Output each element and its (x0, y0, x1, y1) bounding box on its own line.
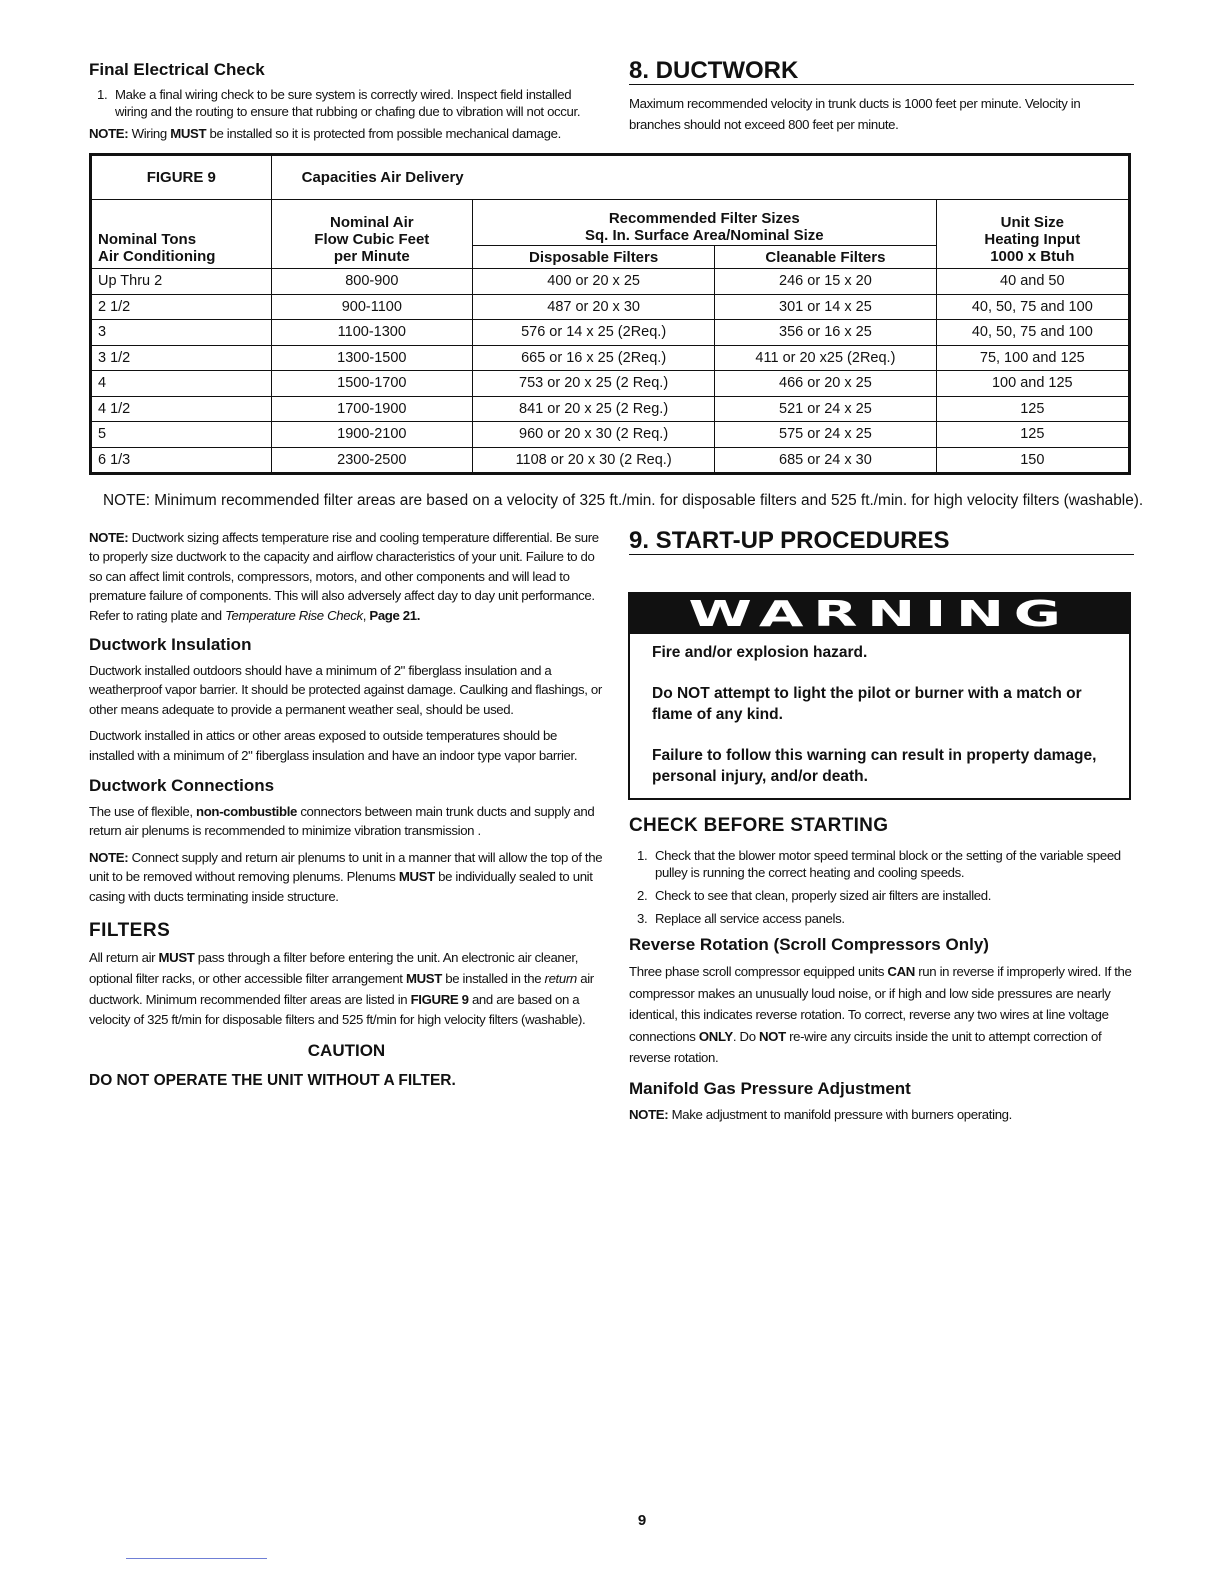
footer-rule (126, 1558, 267, 1559)
manifold-gas-title: Manifold Gas Pressure Adjustment (629, 1078, 911, 1098)
cell-disposable: 841 or 20 x 25 (2 Reg.) (472, 396, 714, 422)
cell-cleanable: 356 or 16 x 25 (715, 320, 936, 346)
table-row (92, 294, 1129, 320)
figure-caption: Capacities Air Delivery (271, 156, 1128, 200)
cell-cleanable: 575 or 24 x 25 (715, 422, 936, 448)
table-row (92, 396, 1129, 422)
cell-flow: 800-900 (271, 269, 472, 295)
warning-line-2: Do NOT attempt to light the pilot or burner with a match or flame of any kind. (652, 685, 1082, 723)
header-nominal-tons: Nominal Tons Air Conditioning (92, 200, 272, 269)
cell-cleanable: 411 or 20 x25 (2Req.) (715, 345, 936, 371)
warning-banner (630, 594, 1129, 634)
header-disposable: Disposable Filters (472, 246, 714, 269)
ductwork-heading: 8. DUCTWORK (629, 58, 1134, 85)
warning-title: WARNING (688, 593, 1071, 635)
cell-unit-size: 100 and 125 (936, 371, 1128, 397)
cell-tons: 2 1/2 (92, 294, 272, 320)
page-number: 9 (637, 1512, 647, 1529)
ductwork-notes-column (89, 528, 604, 1090)
figure-9-table (89, 153, 1131, 475)
table-row (92, 320, 1129, 346)
reverse-rotation-title: Reverse Rotation (Scroll Compressors Only) (629, 935, 989, 954)
ductwork-connections-title: Ductwork Connections (89, 776, 275, 796)
header-cleanable: Cleanable Filters (715, 246, 936, 269)
cell-flow: 1700-1900 (271, 396, 472, 422)
insulation-paragraph-1: Ductwork installed outdoors should have a minimum of 2" fiberglass insulation and a weatherproof vapor barrier. It should be protected against damage. Caulking and flashings, or other means adequate to provide a permanent weather seal, should be used. (89, 663, 602, 717)
cell-flow: 1100-1300 (271, 320, 472, 346)
reverse-rotation-paragraph: Three phase scroll compressor equipped units CAN run in reverse if improperly wired. If the compressor makes an unusually loud noise, or if high and low side pressures are nearly identical, this indicates reverse rotation. To correct, reverse any two wires at line voltage connections ONLY. Do NOT re-wire any circuits inside the unit to attempt correction of reverse rotation. (629, 964, 1132, 1066)
figure-caption-row (92, 156, 1129, 200)
list-item: 3. Replace all service access panels. (637, 911, 845, 926)
insulation-paragraph-2: Ductwork installed in attics or other areas exposed to outside temperatures should be installed with a minimum of 2" fiberglass insulation and have an indoor type vapor barrier. (89, 728, 578, 763)
cell-flow: 900-1100 (271, 294, 472, 320)
cell-disposable: 1108 or 20 x 30 (2 Req.) (472, 447, 714, 473)
header-filter-sizes: Recommended Filter Sizes Sq. In. Surface Area/Nominal Size (472, 200, 936, 246)
ductwork-text: Maximum recommended velocity in trunk ducts is 1000 feet per minute. Velocity in branches should not exceed 800 feet per minute. (629, 96, 1081, 132)
header-row (92, 200, 1129, 246)
check-before-starting-section (629, 815, 1144, 1124)
cell-unit-size: 125 (936, 396, 1128, 422)
cell-cleanable: 521 or 24 x 25 (715, 396, 936, 422)
cell-disposable: 960 or 20 x 30 (2 Req.) (472, 422, 714, 448)
cell-flow: 1900-2100 (271, 422, 472, 448)
ductwork-sizing-note: NOTE: Ductwork sizing affects temperature rise and cooling temperature differential. Be sure to properly size ductwork to the capacity and airflow characteristics of your unit. Failure to do so can affect limit controls, compressors, motors, and other components and will lead to premature failure of components. This will also adversely affect day to day unit performance. Refer to rating plate and Temperature Rise Check, Page 21. (89, 530, 599, 623)
filters-title: FILTERS (89, 920, 171, 942)
table-row (92, 422, 1129, 448)
cell-unit-size: 125 (936, 422, 1128, 448)
figure-note: NOTE: Minimum recommended filter areas are based on a velocity of 325 ft./min. for disposable filters and 525 ft./min. for high velocity filters (washable). (103, 492, 1144, 509)
cell-disposable: 487 or 20 x 30 (472, 294, 714, 320)
cell-unit-size: 40, 50, 75 and 100 (936, 320, 1128, 346)
cell-tons: 6 1/3 (92, 447, 272, 473)
startup-heading: 9. START-UP PROCEDURES (629, 528, 1134, 555)
cell-disposable: 576 or 14 x 25 (2Req.) (472, 320, 714, 346)
cell-tons: Up Thru 2 (92, 269, 272, 295)
connections-paragraph: The use of flexible, non-combustible connectors between main trunk ducts and supply and return air plenums is recommended to minimize vibration transmission . (89, 804, 595, 839)
table-row (92, 371, 1129, 397)
warning-line-3: Failure to follow this warning can result in property damage, personal injury, and/or death. (652, 747, 1097, 785)
cell-cleanable: 466 or 20 x 25 (715, 371, 936, 397)
final-check-list (89, 86, 604, 120)
check-before-starting-title: CHECK BEFORE STARTING (629, 815, 889, 836)
cell-cleanable: 301 or 14 x 25 (715, 294, 936, 320)
cell-disposable: 400 or 20 x 25 (472, 269, 714, 295)
cell-tons: 4 1/2 (92, 396, 272, 422)
startup-section-header (629, 528, 1134, 555)
filters-paragraph: All return air MUST pass through a filter before entering the unit. An electronic air cleaner, optional filter racks, or other accessible filter arrangement MUST be installed in the return air ductwork. Minimum recommended filter areas are listed in FIGURE 9 and are based on a velocity of 325 ft/min for disposable filters and 525 ft/min for high velocity filters (washable). (89, 950, 594, 1028)
figure-label: FIGURE 9 (92, 156, 272, 200)
connections-note: NOTE: Connect supply and return air plenums to unit in a manner that will allow the top of the unit to be removed without removing plenums. Plenums MUST be individually sealed to unit casing with ducts terminating inside structure. (89, 849, 603, 904)
list-item: 1. Make a final wiring check to be sure system is correctly wired. Inspect field installed wiring and the routing to ensure that rubbing or chafing due to vibration will not occur. (97, 87, 581, 119)
cell-flow: 2300-2500 (271, 447, 472, 473)
final-electrical-check-title: Final Electrical Check (89, 60, 265, 79)
table-row (92, 345, 1129, 371)
list-item: 1. Check that the blower motor speed terminal block or the setting of the variable speed pulley is running the correct heating and cooling speeds. (637, 848, 1121, 880)
cell-cleanable: 685 or 24 x 30 (715, 447, 936, 473)
check-list (629, 847, 1144, 927)
cell-tons: 4 (92, 371, 272, 397)
final-electrical-check-section (89, 60, 604, 143)
cell-unit-size: 40 and 50 (936, 269, 1128, 295)
table-row (92, 269, 1129, 295)
list-item: 2. Check to see that clean, properly sized air filters are installed. (637, 888, 992, 903)
cell-unit-size: 150 (936, 447, 1128, 473)
cell-disposable: 753 or 20 x 25 (2 Req.) (472, 371, 714, 397)
cell-tons: 3 1/2 (92, 345, 272, 371)
header-air-flow: Nominal Air Flow Cubic Feet per Minute (271, 200, 472, 269)
cell-tons: 5 (92, 422, 272, 448)
ductwork-insulation-title: Ductwork Insulation (89, 635, 252, 655)
cell-tons: 3 (92, 320, 272, 346)
caution-title: CAUTION (307, 1041, 386, 1061)
cell-unit-size: 75, 100 and 125 (936, 345, 1128, 371)
header-unit-size: Unit Size Heating Input 1000 x Btuh (936, 200, 1128, 269)
cell-flow: 1300-1500 (271, 345, 472, 371)
warning-box (628, 592, 1131, 800)
table-row (92, 447, 1129, 473)
cell-disposable: 665 or 16 x 25 (2Req.) (472, 345, 714, 371)
manifold-note: NOTE: Make adjustment to manifold pressure with burners operating. (629, 1106, 1012, 1122)
caution-text: DO NOT OPERATE THE UNIT WITHOUT A FILTER. (89, 1072, 456, 1090)
cell-unit-size: 40, 50, 75 and 100 (936, 294, 1128, 320)
warning-line-1: Fire and/or explosion hazard. (652, 644, 868, 661)
cell-flow: 1500-1700 (271, 371, 472, 397)
final-check-note: NOTE: Wiring MUST be installed so it is protected from possible mechanical damage. (89, 126, 561, 141)
cell-cleanable: 246 or 15 x 20 (715, 269, 936, 295)
ductwork-section (629, 58, 1134, 135)
